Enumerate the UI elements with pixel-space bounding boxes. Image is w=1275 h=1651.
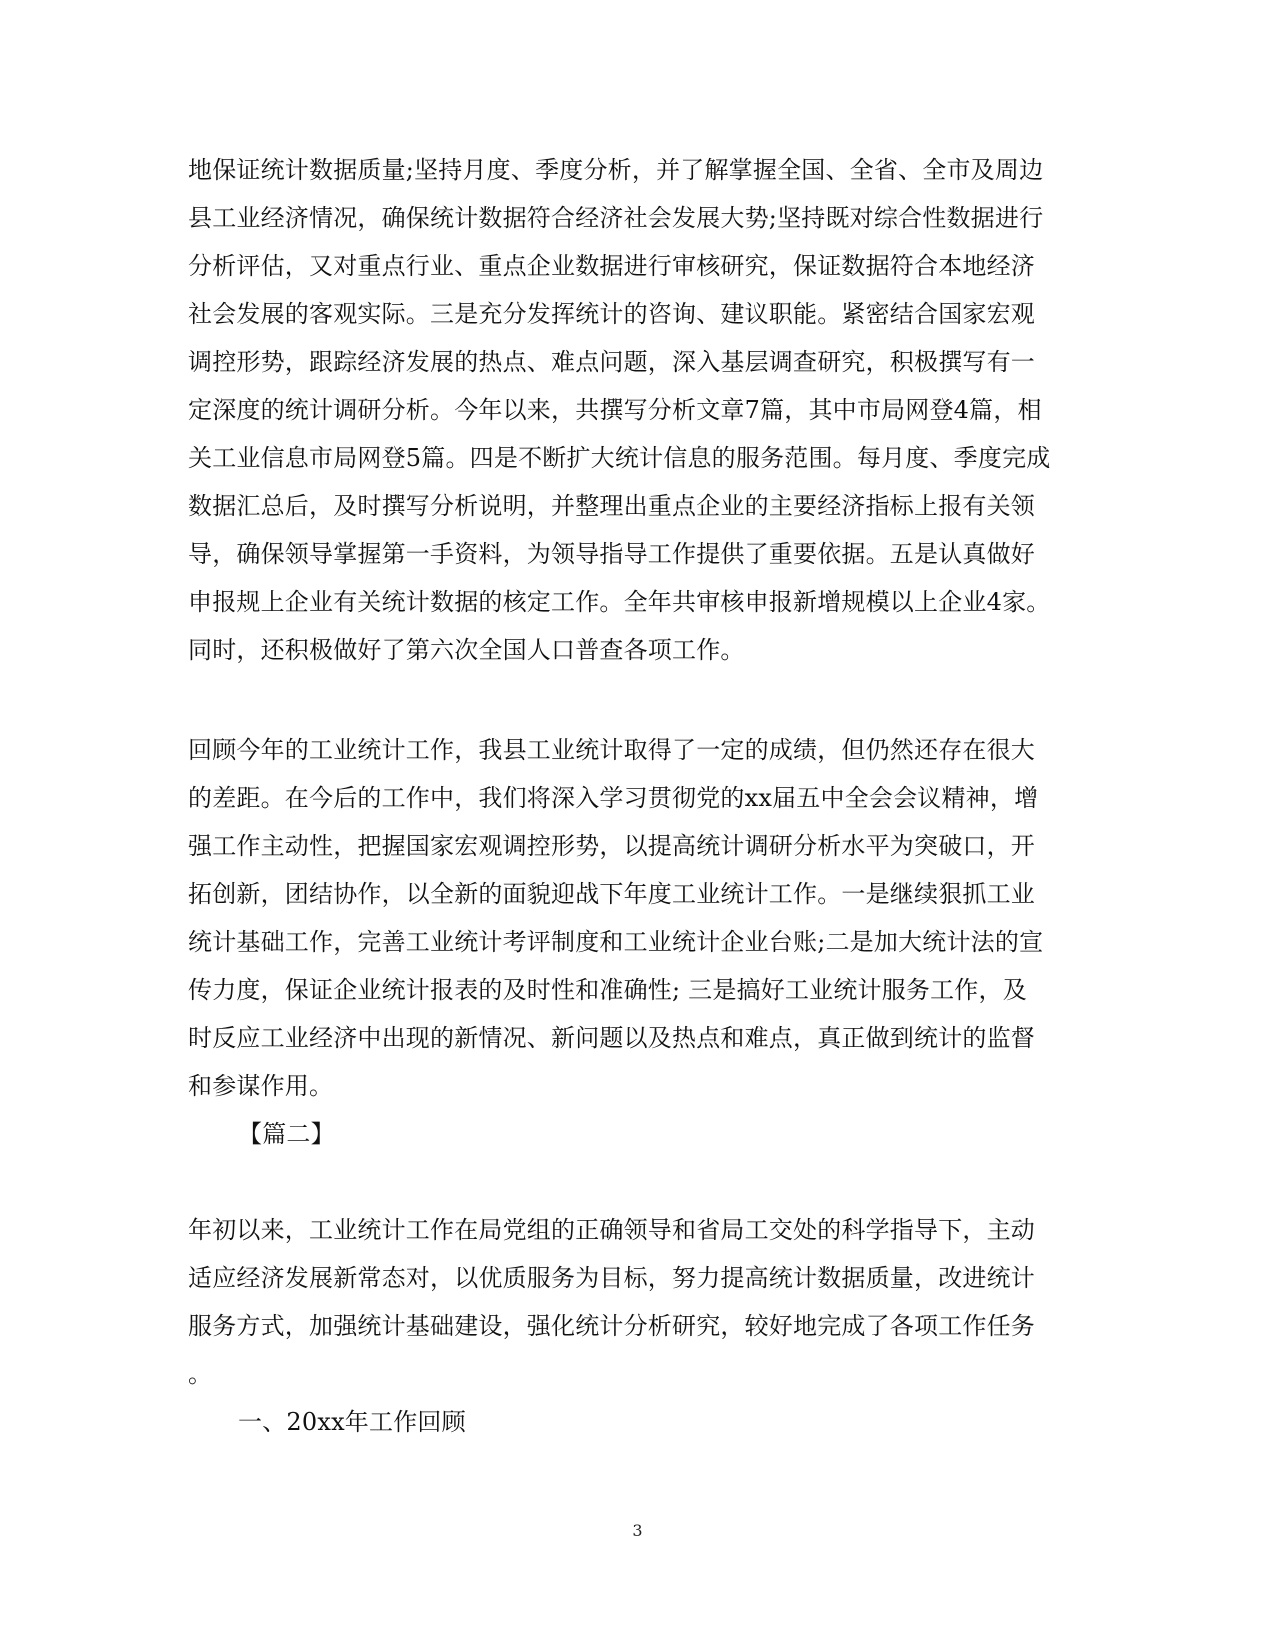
paragraph-2-line-8: 和参谋作用。 — [188, 1072, 334, 1100]
page-number: 3 — [632, 1521, 643, 1540]
paragraph-2-line-3: 强工作主动性，把握国家宏观调控形势，以提高统计调研分析水平为突破口，开 — [188, 832, 1035, 860]
paragraph-1-line-5: 调控形势，跟踪经济发展的热点、难点问题，深入基层调查研究，积极撰写有一 — [188, 348, 1035, 376]
paragraph-2-line-5: 统计基础工作，完善工业统计考评制度和工业统计企业台账;二是加大统计法的宣 — [188, 928, 1044, 956]
section-heading: 【篇二】 — [238, 1120, 335, 1148]
paragraph-3-line-2: 适应经济发展新常态对，以优质服务为目标，努力提高统计数据质量，改进统计 — [188, 1264, 1035, 1292]
paragraph-1-line-6: 定深度的统计调研分析。今年以来，共撰写分析文章7篇，其中市局网登4篇，相 — [188, 396, 1042, 424]
paragraph-1-line-3: 分析评估，又对重点行业、重点企业数据进行审核研究，保证数据符合本地经济 — [188, 252, 1035, 280]
paragraph-1-line-7: 关工业信息市局网登5篇。四是不断扩大统计信息的服务范围。每月度、季度完成 — [188, 444, 1051, 472]
subheading: 一、20xx年工作回顾 — [238, 1408, 466, 1436]
paragraph-1-line-11: 同时，还积极做好了第六次全国人口普查各项工作。 — [188, 636, 745, 664]
paragraph-1-line-10: 申报规上企业有关统计数据的核定工作。全年共审核申报新增规模以上企业4家。 — [188, 588, 1051, 616]
paragraph-2-line-7: 时反应工业经济中出现的新情况、新问题以及热点和难点，真正做到统计的监督 — [188, 1024, 1035, 1052]
paragraph-2-line-4: 拓创新，团结协作，以全新的面貌迎战下年度工业统计工作。一是继续狠抓工业 — [188, 880, 1035, 908]
paragraph-1-line-8: 数据汇总后，及时撰写分析说明，并整理出重点企业的主要经济指标上报有关领 — [188, 492, 1035, 520]
paragraph-2-line-2: 的差距。在今后的工作中，我们将深入学习贯彻党的xx届五中全会会议精神，增 — [188, 784, 1039, 812]
paragraph-3-line-3: 服务方式，加强统计基础建设，强化统计分析研究，较好地完成了各项工作任务 — [188, 1312, 1035, 1340]
paragraph-3-line-1: 年初以来，工业统计工作在局党组的正确领导和省局工交处的科学指导下，主动 — [188, 1216, 1035, 1244]
paragraph-1-line-9: 导，确保领导掌握第一手资料，为领导指导工作提供了重要依据。五是认真做好 — [188, 540, 1035, 568]
paragraph-2-line-6: 传力度，保证企业统计报表的及时性和准确性; 三是搞好工业统计服务工作，及 — [188, 976, 1027, 1004]
paragraph-3-line-4: 。 — [188, 1360, 213, 1388]
paragraph-1-line-1: 地保证统计数据质量;坚持月度、季度分析，并了解掌握全国、全省、全市及周边 — [188, 156, 1044, 184]
paragraph-2-line-1: 回顾今年的工业统计工作，我县工业统计取得了一定的成绩，但仍然还存在很大 — [188, 736, 1035, 764]
paragraph-1-line-4: 社会发展的客观实际。三是充分发挥统计的咨询、建议职能。紧密结合国家宏观 — [188, 300, 1035, 328]
paragraph-1-line-2: 县工业经济情况，确保统计数据符合经济社会发展大势;坚持既对综合性数据进行 — [188, 204, 1044, 232]
